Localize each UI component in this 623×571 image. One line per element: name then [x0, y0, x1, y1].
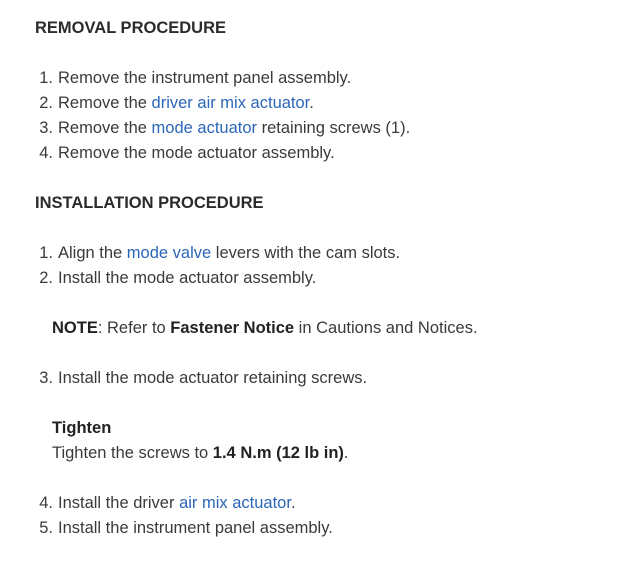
removal-step-1: 1. Remove the instrument panel assembly. [39, 69, 352, 87]
air-mix-actuator-link[interactable]: air mix actuator [179, 494, 291, 512]
removal-step-3: 3. Remove the mode actuator retaining screws (1). [39, 119, 411, 137]
installation-step-2: 2. Install the mode actuator assembly. [39, 269, 317, 287]
fastener-note: NOTE: Refer to Fastener Notice in Cautions and Notices. [52, 319, 478, 337]
mode-actuator-link[interactable]: mode actuator [151, 119, 258, 137]
installation-step-1: 1. Align the mode valve levers with the cam slots. [39, 244, 401, 262]
driver-air-mix-actuator-link[interactable]: driver air mix actuator [151, 94, 310, 112]
installation-step-4: 4. Install the driver air mix actuator. [39, 494, 296, 512]
installation-step-5: 5. Install the instrument panel assembly. [39, 519, 333, 537]
removal-heading: REMOVAL PROCEDURE [35, 19, 226, 37]
mode-valve-link[interactable]: mode valve [126, 244, 212, 262]
installation-heading: INSTALLATION PROCEDURE [35, 194, 264, 212]
removal-step-2: 2. Remove the driver air mix actuator. [39, 94, 314, 112]
tighten-title: Tighten [52, 419, 112, 437]
fastener-notice-text: Fastener Notice [170, 319, 295, 337]
torque-value: 1.4 N.m (12 lb in) [212, 444, 344, 462]
note-label: NOTE [52, 319, 98, 337]
installation-step-3: 3. Install the mode actuator retaining screws. [39, 369, 368, 387]
removal-step-4: 4. Remove the mode actuator assembly. [39, 144, 335, 162]
tighten-spec: Tighten the screws to 1.4 N.m (12 lb in). [52, 444, 349, 462]
